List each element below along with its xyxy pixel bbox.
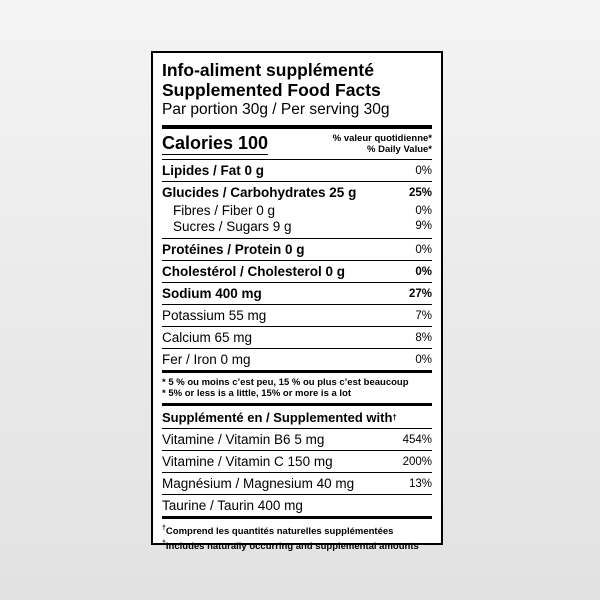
daily-value-en: % Daily Value* [367,144,432,155]
nutrient-pct: 25% [408,186,432,199]
nutrient-pct: 0% [415,243,432,256]
nutrient-row-sugars [162,219,432,235]
nutrient-row-carbohydrates [162,181,432,203]
supplement-pct: 200% [402,455,432,468]
supplemented-heading-text: Supplémenté en / Supplemented with [162,409,393,425]
nutrient-pct: 0% [415,164,432,177]
dagger-mark: † [162,525,166,532]
supplement-label: Vitamine / Vitamin B6 5 mg [162,432,325,447]
bottom-footnote-fr-text: Comprend les quantités naturelles supplémentées [165,526,394,538]
nutrient-row-fat [162,159,432,181]
nutrient-row-iron [162,348,432,370]
nutrient-pct: 9% [415,220,432,233]
nutrient-row-sodium [162,282,432,304]
nutrient-pct: 0% [415,204,432,217]
supplemented-heading [162,403,432,428]
bottom-footnote-fr [162,523,432,538]
daily-value-fr: % valeur quotidienne* [332,133,432,144]
supplement-label: Magnésium / Magnesium 40 mg [162,476,355,491]
dagger-mark: † [162,539,166,547]
bottom-footnote-en-text: Includes naturally occurring and supplemental amounts [165,540,419,552]
supplemented-food-facts-panel [151,51,443,552]
bottom-footnote-en [162,538,432,553]
footnote-fr: * 5 % ou moins c’est peu, 15 % ou plus c’est beaucoup [162,377,409,388]
nutrient-row-cholesterol [162,260,432,282]
footnote-en: * 5% or less is a little, 15% or more is a lot [162,388,352,399]
nutrient-row-protein [162,238,432,260]
supplement-label: Taurine / Taurin 400 mg [162,498,303,513]
supplement-label: Vitamine / Vitamin C 150 mg [162,454,333,469]
nutrient-label: Protéines / Protein 0 g [162,242,305,257]
daily-value-footnote [162,370,432,403]
supplement-row-b6 [162,428,432,450]
nutrient-label: Cholestérol / Cholesterol 0 g [162,264,346,279]
nutrient-label: Calcium 65 mg [162,330,253,345]
nutrient-pct: 7% [415,309,432,322]
nutrient-row-potassium [162,304,432,326]
nutrient-label: Sucres / Sugars 9 g [173,218,292,234]
dagger-mark: † [392,412,397,422]
title-en: Supplemented Food Facts [162,80,381,100]
nutrient-label: Potassium 55 mg [162,308,267,323]
nutrient-label: Fibres / Fiber 0 g [173,203,276,219]
supplemented-footnote [162,516,432,552]
nutrient-label: Lipides / Fat 0 g [162,163,265,178]
supplement-row-taurine [162,494,432,516]
nutrient-label: Fer / Iron 0 mg [162,352,251,367]
supplement-row-vitamin-c [162,450,432,472]
supplement-pct: 13% [408,477,432,490]
calories-row [162,129,432,159]
calories-label: Calories 100 [162,133,269,153]
nutrient-label: Sodium 400 mg [162,286,262,301]
nutrient-pct: 8% [415,331,432,344]
supplement-pct: 454% [402,433,432,446]
nutrient-label: Glucides / Carbohydrates 25 g [162,185,357,200]
nutrient-pct: 0% [415,265,432,278]
serving-size: Par portion 30g / Per serving 30g [162,101,390,118]
daily-value-header [333,133,432,155]
title-fr: Info-aliment supplémenté [162,60,374,80]
nutrient-pct: 27% [408,287,432,300]
supplement-row-magnesium [162,472,432,494]
nutrient-row-fiber [162,203,432,219]
nutrient-pct: 0% [415,353,432,366]
nutrient-row-calcium [162,326,432,348]
